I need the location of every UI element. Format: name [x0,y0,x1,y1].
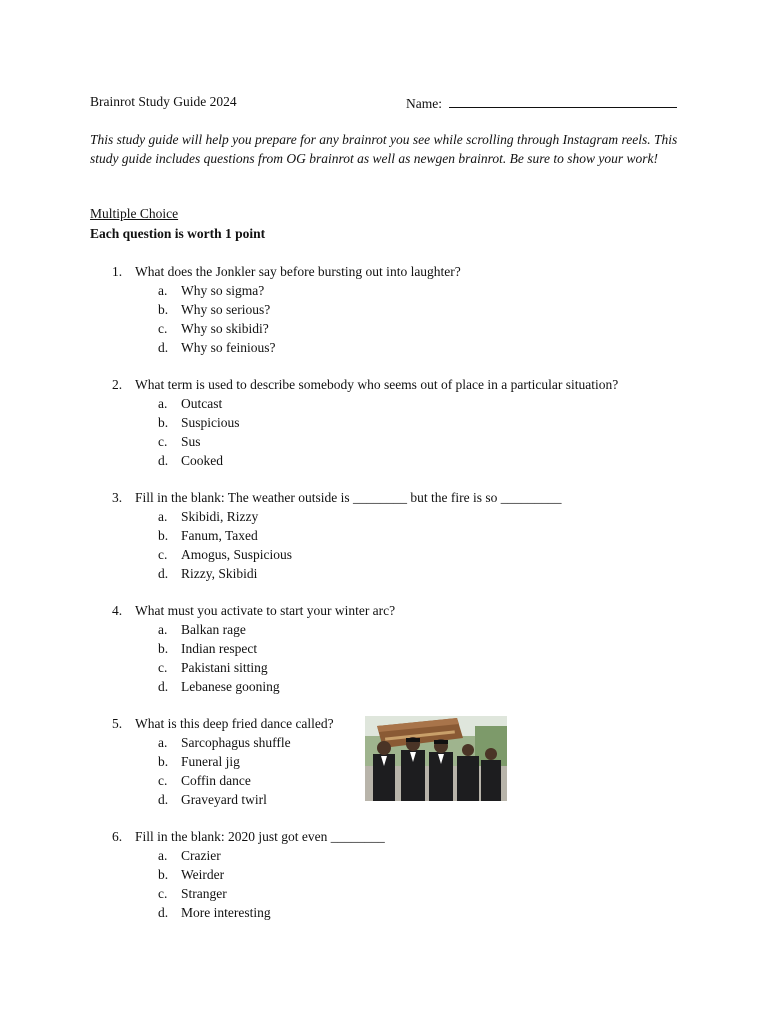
question-line [0,601,768,620]
question-6 [0,827,768,922]
question-number: 4. [112,603,123,618]
option-letter: a. [158,509,168,524]
answer-option [0,413,768,432]
option-text: Funeral jig [181,754,240,769]
answer-option [0,639,768,658]
option-text: Amogus, Suspicious [181,547,293,562]
name-blank-line [449,93,677,108]
option-text: Balkan rage [181,622,246,637]
question-text: Fill in the blank: 2020 just got even ________ [135,829,385,844]
question-number: 1. [112,264,123,279]
question-text: What is this deep fried dance called? [135,716,334,731]
question-line [0,488,768,507]
option-text: Indian respect [181,641,258,656]
question-line [0,262,768,281]
document-title: Brainrot Study Guide 2024 [90,94,237,109]
answer-option [0,526,768,545]
question-number: 2. [112,377,123,392]
answer-option [0,677,768,696]
answer-option [0,903,768,922]
answer-option [0,432,768,451]
question-1 [0,262,768,357]
option-text: Lebanese gooning [181,679,280,694]
option-letter: c. [158,321,168,336]
option-letter: c. [158,434,168,449]
coffin-dance-illustration [365,716,507,801]
answer-option [0,865,768,884]
answer-option [0,451,768,470]
option-letter: d. [158,340,169,355]
answer-option [0,507,768,526]
option-letter: c. [158,547,168,562]
option-letter: c. [158,773,168,788]
option-letter: d. [158,453,169,468]
option-letter: b. [158,641,169,656]
option-text: Fanum, Taxed [181,528,258,543]
option-text: Suspicious [181,415,240,430]
question-text: Fill in the blank: The weather outside is ________ but the fire is so _________ [135,490,562,505]
option-text: Sus [181,434,201,449]
option-letter: b. [158,415,169,430]
answer-option [0,564,768,583]
option-text: Outcast [181,396,223,411]
option-letter: a. [158,622,168,637]
option-text: Why so sigma? [181,283,265,298]
option-text: Graveyard twirl [181,792,267,807]
option-letter: b. [158,528,169,543]
option-text: Crazier [181,848,221,863]
option-text: Why so serious? [181,302,271,317]
question-text: What term is used to describe somebody who seems out of place in a particular situation? [135,377,619,392]
question-2 [0,375,768,470]
section-title: Multiple Choice [90,206,179,221]
name-field [406,93,677,113]
option-letter: a. [158,283,168,298]
option-letter: a. [158,735,168,750]
option-text: Why so skibidi? [181,321,269,336]
option-letter: d. [158,905,169,920]
option-letter: d. [158,566,169,581]
question-list [0,262,768,940]
question-text: What must you activate to start your winter arc? [135,603,396,618]
question-number: 5. [112,716,123,731]
option-text: Cooked [181,453,223,468]
answer-option [0,300,768,319]
option-text: Skibidi, Rizzy [181,509,259,524]
option-text: More interesting [181,905,271,920]
answer-option [0,319,768,338]
option-letter: c. [158,886,168,901]
section-subtitle: Each question is worth 1 point [90,226,266,241]
question-text: What does the Jonkler say before bursting out into laughter? [135,264,461,279]
option-letter: b. [158,867,169,882]
answer-option [0,545,768,564]
option-text: Why so feinious? [181,340,276,355]
question-number: 6. [112,829,123,844]
answer-option [0,658,768,677]
answer-option [0,281,768,300]
option-text: Rizzy, Skibidi [181,566,258,581]
option-letter: a. [158,848,168,863]
answer-option [0,394,768,413]
name-label: Name: [406,96,446,111]
answer-option [0,884,768,903]
question-line [0,827,768,846]
option-text: Weirder [181,867,225,882]
question-4 [0,601,768,696]
option-letter: b. [158,754,169,769]
option-letter: c. [158,660,168,675]
answer-option [0,846,768,865]
coffin-dance-photo [365,716,507,801]
answer-option [0,620,768,639]
option-letter: d. [158,679,169,694]
option-letter: d. [158,792,169,807]
option-text: Sarcophagus shuffle [181,735,291,750]
intro-paragraph: This study guide will help you prepare for any brainrot you see while scrolling through Instagram reels. This study guide includes questions from OG brainrot as well as newgen brainrot. Be sure to show your work! [90,132,678,166]
option-letter: b. [158,302,169,317]
question-line [0,375,768,394]
option-text: Pakistani sitting [181,660,268,675]
option-text: Coffin dance [181,773,251,788]
question-number: 3. [112,490,123,505]
option-letter: a. [158,396,168,411]
answer-option [0,338,768,357]
question-3 [0,488,768,583]
option-text: Stranger [181,886,227,901]
